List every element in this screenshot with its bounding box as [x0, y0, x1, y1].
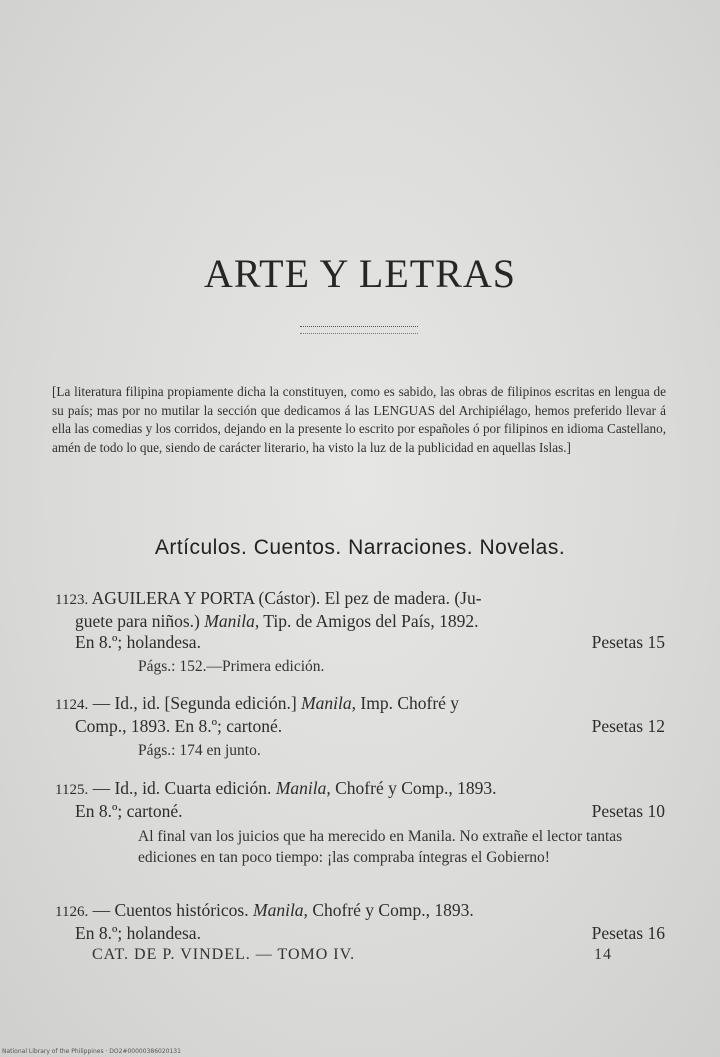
- entry-text: Chofré y Comp., 1893.: [330, 778, 497, 798]
- entry-text: — Id., id. Cuarta edición.: [92, 778, 276, 798]
- entry-note: Al final van los juicios que ha merecido en Manila. No extrañe el lector tantas ediciones en tan poco tiempo: ¡las compraba íntegras el Gobierno!: [138, 828, 623, 866]
- entry-format: En 8.º; holandesa.: [75, 632, 201, 652]
- entry-text: Chofré y Comp., 1893.: [307, 900, 474, 920]
- entry-format: En 8.º; cartoné.: [75, 801, 183, 821]
- title-ornament: [300, 326, 418, 334]
- entry-text: guete para niños.): [75, 611, 205, 631]
- catalog-entry: [55, 588, 665, 653]
- entry-price: Pesetas 12: [591, 716, 665, 736]
- page-footer: [92, 946, 612, 964]
- entry-text: AGUILERA Y PORTA (Cástor). El pez de madera. (Ju-: [91, 588, 482, 608]
- catalog-entry: [55, 778, 665, 822]
- entry-place: Manila,: [204, 611, 260, 631]
- entry-text: — Id., id. [Segunda edición.]: [92, 693, 302, 713]
- entry-place: Manila,: [301, 693, 357, 713]
- footer-catalog-reference: CAT. DE P. VINDEL. — TOMO IV.: [92, 946, 356, 963]
- entry-text: Imp. Chofré y: [356, 693, 460, 713]
- entry-price: Pesetas 10: [591, 801, 665, 821]
- entry-number: 1123.: [55, 592, 89, 608]
- entry-note: Págs.: 152.—Primera edición.: [138, 658, 325, 675]
- page-title: ARTE Y LETRAS: [203, 251, 517, 296]
- entry-place: Manila,: [253, 900, 308, 920]
- entry-note: Págs.: 174 en junto.: [138, 742, 261, 759]
- entry-number: 1125.: [55, 782, 89, 798]
- entry-format: En 8.º; holandesa.: [75, 923, 201, 943]
- intro-paragraph: [La literatura filipina propiamente dicha la constituyen, como es sabido, las obras de filipinos escritas en lengua de su país; mas por no mutilar la sección que dedicamos á las LENGUAS del Archipiélago, hemos preferido llevar á ella las comedias y los corridos, dejando en la presente lo escrito por españoles ó por filipinos en idioma Castellano, amén de todo lo que, siendo de carácter literario, ha visto la luz de la publicidad en aquellas Islas.]: [52, 384, 666, 455]
- page-number: 14: [594, 946, 612, 963]
- entry-number: 1124.: [55, 697, 89, 713]
- catalog-entry: [55, 693, 665, 737]
- entry-price: Pesetas 15: [591, 632, 665, 652]
- entry-price: Pesetas 16: [591, 923, 665, 943]
- entry-format: Comp., 1893. En 8.º; cartoné.: [75, 716, 283, 736]
- catalog-entry: [55, 900, 665, 944]
- section-heading: Artículos. Cuentos. Narraciones. Novelas.: [154, 536, 566, 559]
- entry-text: Tip. de Amigos del País, 1892.: [259, 611, 479, 631]
- scan-credit: National Library of the Philippines · DO2#00000386020131: [2, 1048, 181, 1055]
- entry-text: — Cuentos históricos.: [92, 900, 253, 920]
- entry-place: Manila,: [275, 778, 331, 798]
- entry-number: 1126.: [55, 904, 89, 920]
